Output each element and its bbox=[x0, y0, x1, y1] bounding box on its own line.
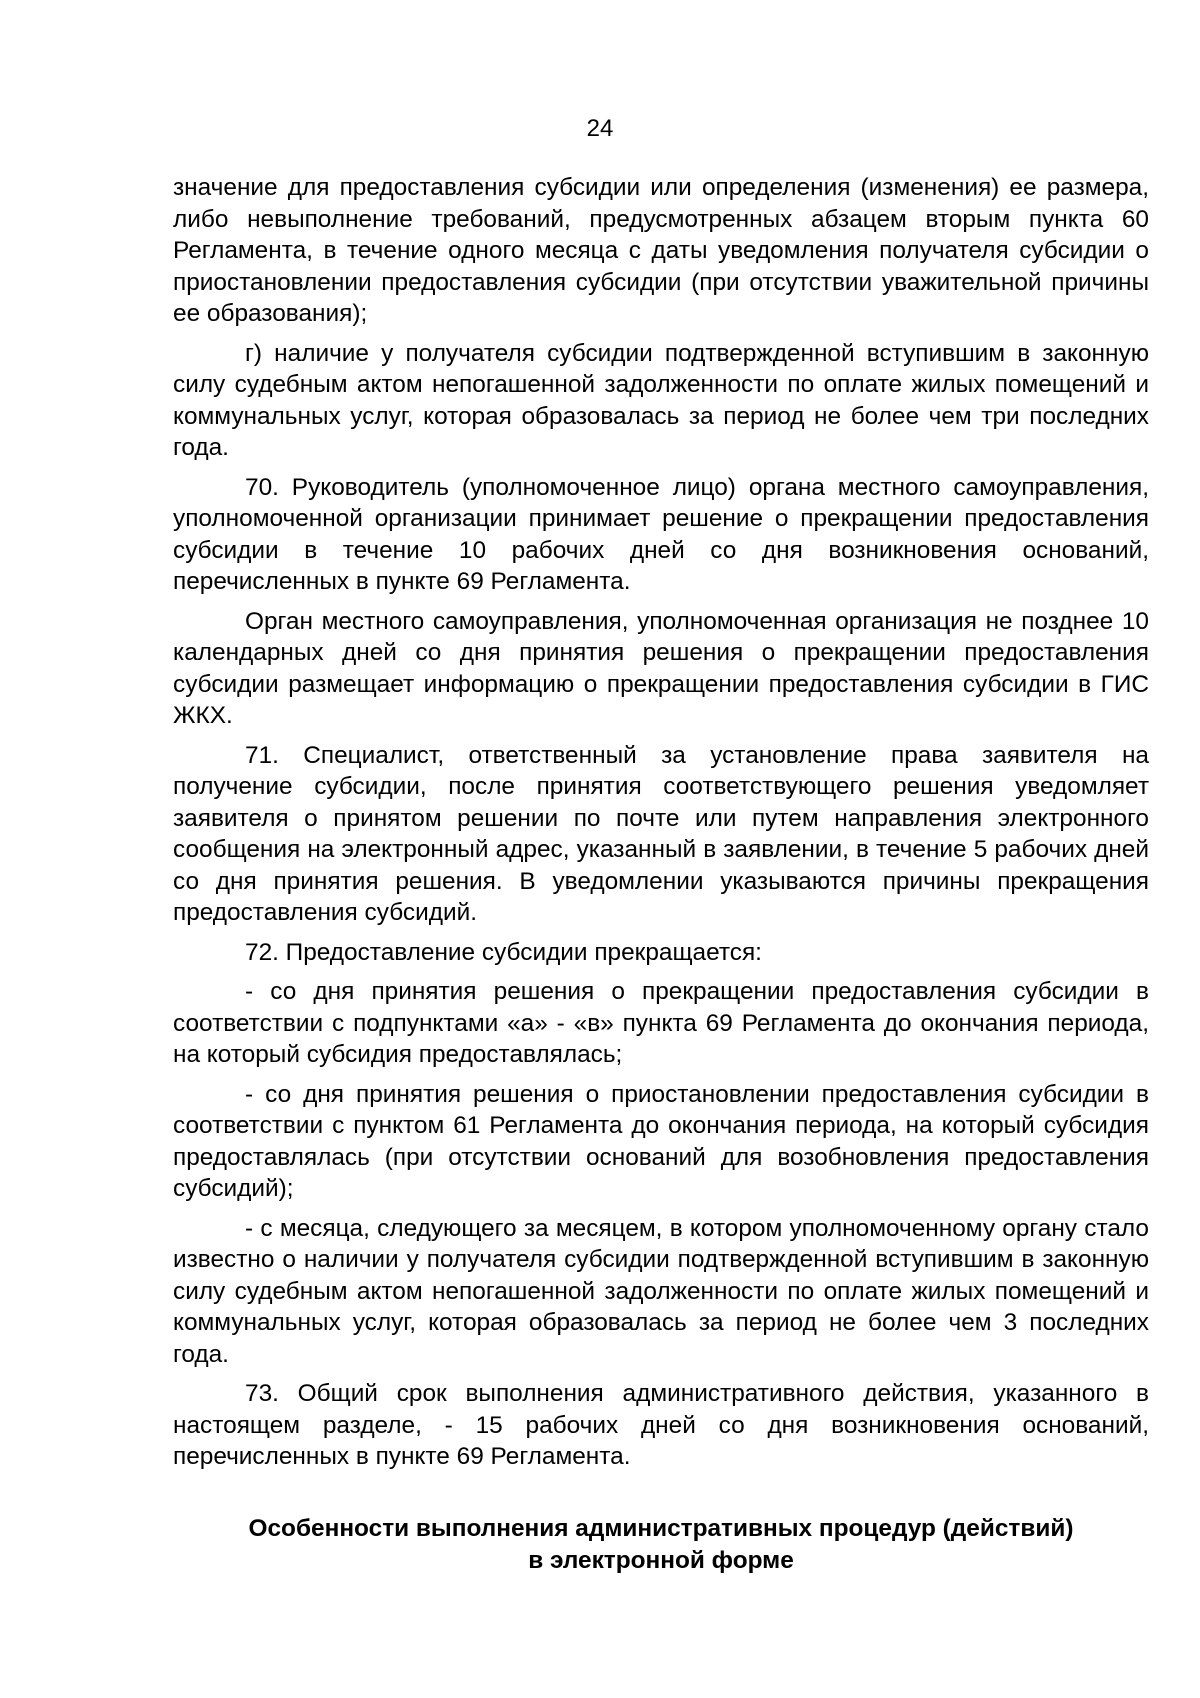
page-number: 24 bbox=[586, 115, 614, 142]
section-heading-line-1: Особенности выполнения административных процедур (действий) bbox=[248, 1515, 1074, 1542]
paragraph-71: 71. Специалист, ответственный за установление права заявителя на получение субсидии, после принятия соответствующего решения уведомляет заявителя о принятом решении по почте или путем направления электронного сообщения на электронный адрес, указанный в заявлении, в течение 5 рабочих дней со дня принятия решения. В уведомлении указываются причины прекращения предоставления субсидий. bbox=[173, 741, 1149, 926]
paragraph-continuation: значение для предоставления субсидии или определения (изменения) ее размера, либо невыполнение требований, предусмотренных абзацем вторым пункта 60 Регламента, в течение одного месяца с даты уведомления получателя субсидии о приостановлении предоставления субсидии (при отсутствии уважительной причины ее образования); bbox=[173, 174, 1149, 327]
paragraph-70: 70. Руководитель (уполномоченное лицо) органа местного самоуправления, уполномоченной организации принимает решение о прекращении предоставления субсидии в течение 10 рабочих дней со дня возникновения оснований, перечисленных в пункте 69 Регламента. bbox=[173, 473, 1149, 595]
body-text bbox=[173, 172, 1149, 1481]
paragraph-72-item-1: - со дня принятия решения о прекращении предоставления субсидии в соответствии с подпунктами «а» - «в» пункта 69 Регламента до окончания периода, на который субсидия предоставлялась; bbox=[173, 978, 1149, 1068]
paragraph-70-organ: Орган местного самоуправления, уполномоченная организация не позднее 10 календарных дней со дня принятия решения о прекращении предоставления субсидии размещает информацию о прекращении предоставления субсидии в ГИС ЖКХ. bbox=[173, 607, 1149, 729]
section-heading-line-2: в электронной форме bbox=[528, 1546, 794, 1574]
paragraph-72-item-3: - с месяца, следующего за месяцем, в котором уполномоченному органу стало известно о наличии у получателя субсидии подтвержденной вступившим в законную силу судебным актом непогашенной задолженности по оплате жилых помещений и коммунальных услуг, которая образовалась за период не более чем 3 последних года. bbox=[173, 1214, 1149, 1368]
paragraph-72: 72. Предоставление субсидии прекращается: bbox=[245, 938, 762, 966]
paragraph-73: 73. Общий срок выполнения административного действия, указанного в настоящем разделе, - 15 рабочих дней со дня возникновения оснований, перечисленных в пункте 69 Регламента. bbox=[173, 1380, 1149, 1470]
paragraph-72-item-2: - со дня принятия решения о приостановлении предоставления субсидии в соответствии с пунктом 61 Регламента до окончания периода, на который субсидия предоставлялась (при отсутствии оснований для возобновления предоставления субсидий); bbox=[173, 1080, 1149, 1202]
paragraph-item-g: г) наличие у получателя субсидии подтвержденной вступившим в законную силу судебным актом непогашенной задолженности по оплате жилых помещений и коммунальных услуг, которая образовалась за период не более чем три последних года. bbox=[173, 339, 1149, 461]
section-heading bbox=[173, 1513, 1149, 1576]
